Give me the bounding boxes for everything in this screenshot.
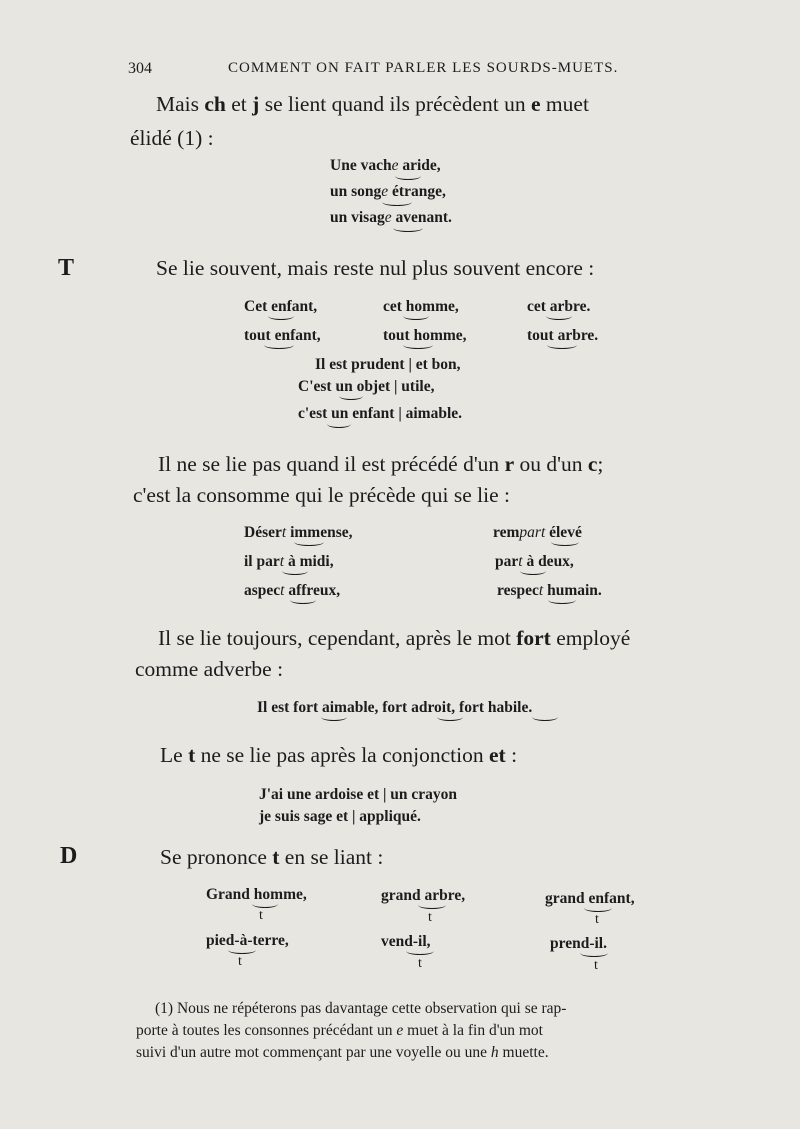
liaison-mark bbox=[403, 341, 433, 349]
running-head: COMMENT ON FAIT PARLER LES SOURDS-MUETS. bbox=[228, 60, 619, 76]
example-line: C'est un objet | utile, bbox=[298, 378, 435, 395]
t-mark: t bbox=[595, 912, 599, 927]
example-word: Désert immense, bbox=[244, 524, 353, 541]
margin-letter: D bbox=[60, 843, 78, 869]
example-word: rempart élevé bbox=[493, 524, 582, 541]
paragraph-line: élidé (1) : bbox=[130, 126, 214, 150]
margin-letter: T bbox=[58, 255, 75, 281]
example-line: Il est prudent | et bon, bbox=[315, 356, 461, 373]
example-word: pied-à-terre, bbox=[206, 932, 289, 949]
liaison-mark bbox=[282, 567, 308, 575]
paragraph-line: Mais ch et j se lient quand ils précèdent un e muet bbox=[156, 92, 589, 116]
liaison-mark bbox=[418, 901, 446, 909]
example-line: un songe étrange, bbox=[330, 183, 446, 200]
example-line: je suis sage et | appliqué. bbox=[259, 808, 421, 825]
t-mark: t bbox=[238, 954, 242, 969]
liaison-mark bbox=[382, 198, 412, 206]
liaison-mark bbox=[403, 312, 429, 320]
paragraph-line: Le t ne se lie pas après la conjonction et : bbox=[160, 743, 518, 767]
example-word: Cet enfant, bbox=[244, 298, 318, 315]
example-word: cet arbre. bbox=[527, 298, 591, 315]
example-line: c'est un enfant | aimable. bbox=[298, 405, 463, 422]
example-line: un visage avenant. bbox=[330, 209, 452, 226]
liaison-mark bbox=[551, 538, 579, 546]
example-word: cet homme, bbox=[383, 298, 459, 315]
liaison-mark bbox=[547, 341, 577, 349]
example-line: J'ai une ardoise et | un crayon bbox=[259, 786, 458, 803]
liaison-mark bbox=[327, 420, 351, 428]
footnote-line: porte à toutes les consonnes précédant un e muet à la fin d'un mot bbox=[136, 1022, 543, 1039]
page-number: 304 bbox=[128, 60, 152, 77]
footnote-line: (1) Nous ne répéterons pas davantage cette observation qui se rap- bbox=[155, 1000, 567, 1017]
paragraph-line: Il se lie toujours, cependant, après le mot fort employé bbox=[158, 626, 631, 650]
liaison-mark bbox=[580, 949, 608, 957]
example-word: part à deux, bbox=[495, 553, 574, 570]
example-word: tout enfant, bbox=[244, 327, 321, 344]
liaison-mark bbox=[393, 224, 423, 232]
example-word: Grand homme, bbox=[206, 886, 307, 903]
example-word: prend-il. bbox=[550, 935, 607, 952]
liaison-mark bbox=[264, 341, 294, 349]
liaison-mark bbox=[532, 713, 558, 721]
paragraph-line: Se lie souvent, mais reste nul plus souvent encore : bbox=[156, 256, 595, 280]
example-line: Une vache aride, bbox=[330, 157, 441, 174]
liaison-mark bbox=[546, 312, 572, 320]
example-word: respect humain. bbox=[497, 582, 602, 599]
liaison-mark bbox=[268, 312, 294, 320]
liaison-mark bbox=[290, 596, 316, 604]
t-mark: t bbox=[418, 956, 422, 971]
paragraph-line: comme adverbe : bbox=[135, 657, 284, 681]
liaison-mark bbox=[584, 904, 612, 912]
liaison-mark bbox=[228, 946, 256, 954]
liaison-mark bbox=[437, 713, 463, 721]
liaison-mark bbox=[294, 538, 324, 546]
example-word: aspect affreux, bbox=[244, 582, 341, 599]
example-word: tout homme, bbox=[383, 327, 467, 344]
example-word: tout arbre. bbox=[527, 327, 599, 344]
t-mark: t bbox=[594, 958, 598, 973]
liaison-mark bbox=[548, 596, 576, 604]
footnote-line: suivi d'un autre mot commençant par une voyelle ou une h muette. bbox=[136, 1044, 549, 1061]
liaison-mark bbox=[321, 713, 347, 721]
paragraph-line: c'est la consomme qui le précède qui se lie : bbox=[133, 483, 511, 507]
paragraph-line: Se prononce t en se liant : bbox=[160, 845, 384, 869]
example-word: vend-il, bbox=[381, 933, 431, 950]
example-word: grand arbre, bbox=[381, 887, 466, 904]
example-word: il part à midi, bbox=[244, 553, 334, 570]
example-word: grand enfant, bbox=[545, 890, 635, 907]
liaison-mark bbox=[252, 900, 278, 908]
liaison-mark bbox=[339, 392, 363, 400]
liaison-mark bbox=[395, 172, 421, 180]
t-mark: t bbox=[259, 908, 263, 923]
liaison-mark bbox=[406, 947, 434, 955]
liaison-mark bbox=[520, 567, 546, 575]
t-mark: t bbox=[428, 910, 432, 925]
example-line: Il est fort aimable, fort adroit, fort habile. bbox=[257, 699, 533, 716]
paragraph-line: Il ne se lie pas quand il est précédé d'un r ou d'un c; bbox=[158, 452, 604, 476]
